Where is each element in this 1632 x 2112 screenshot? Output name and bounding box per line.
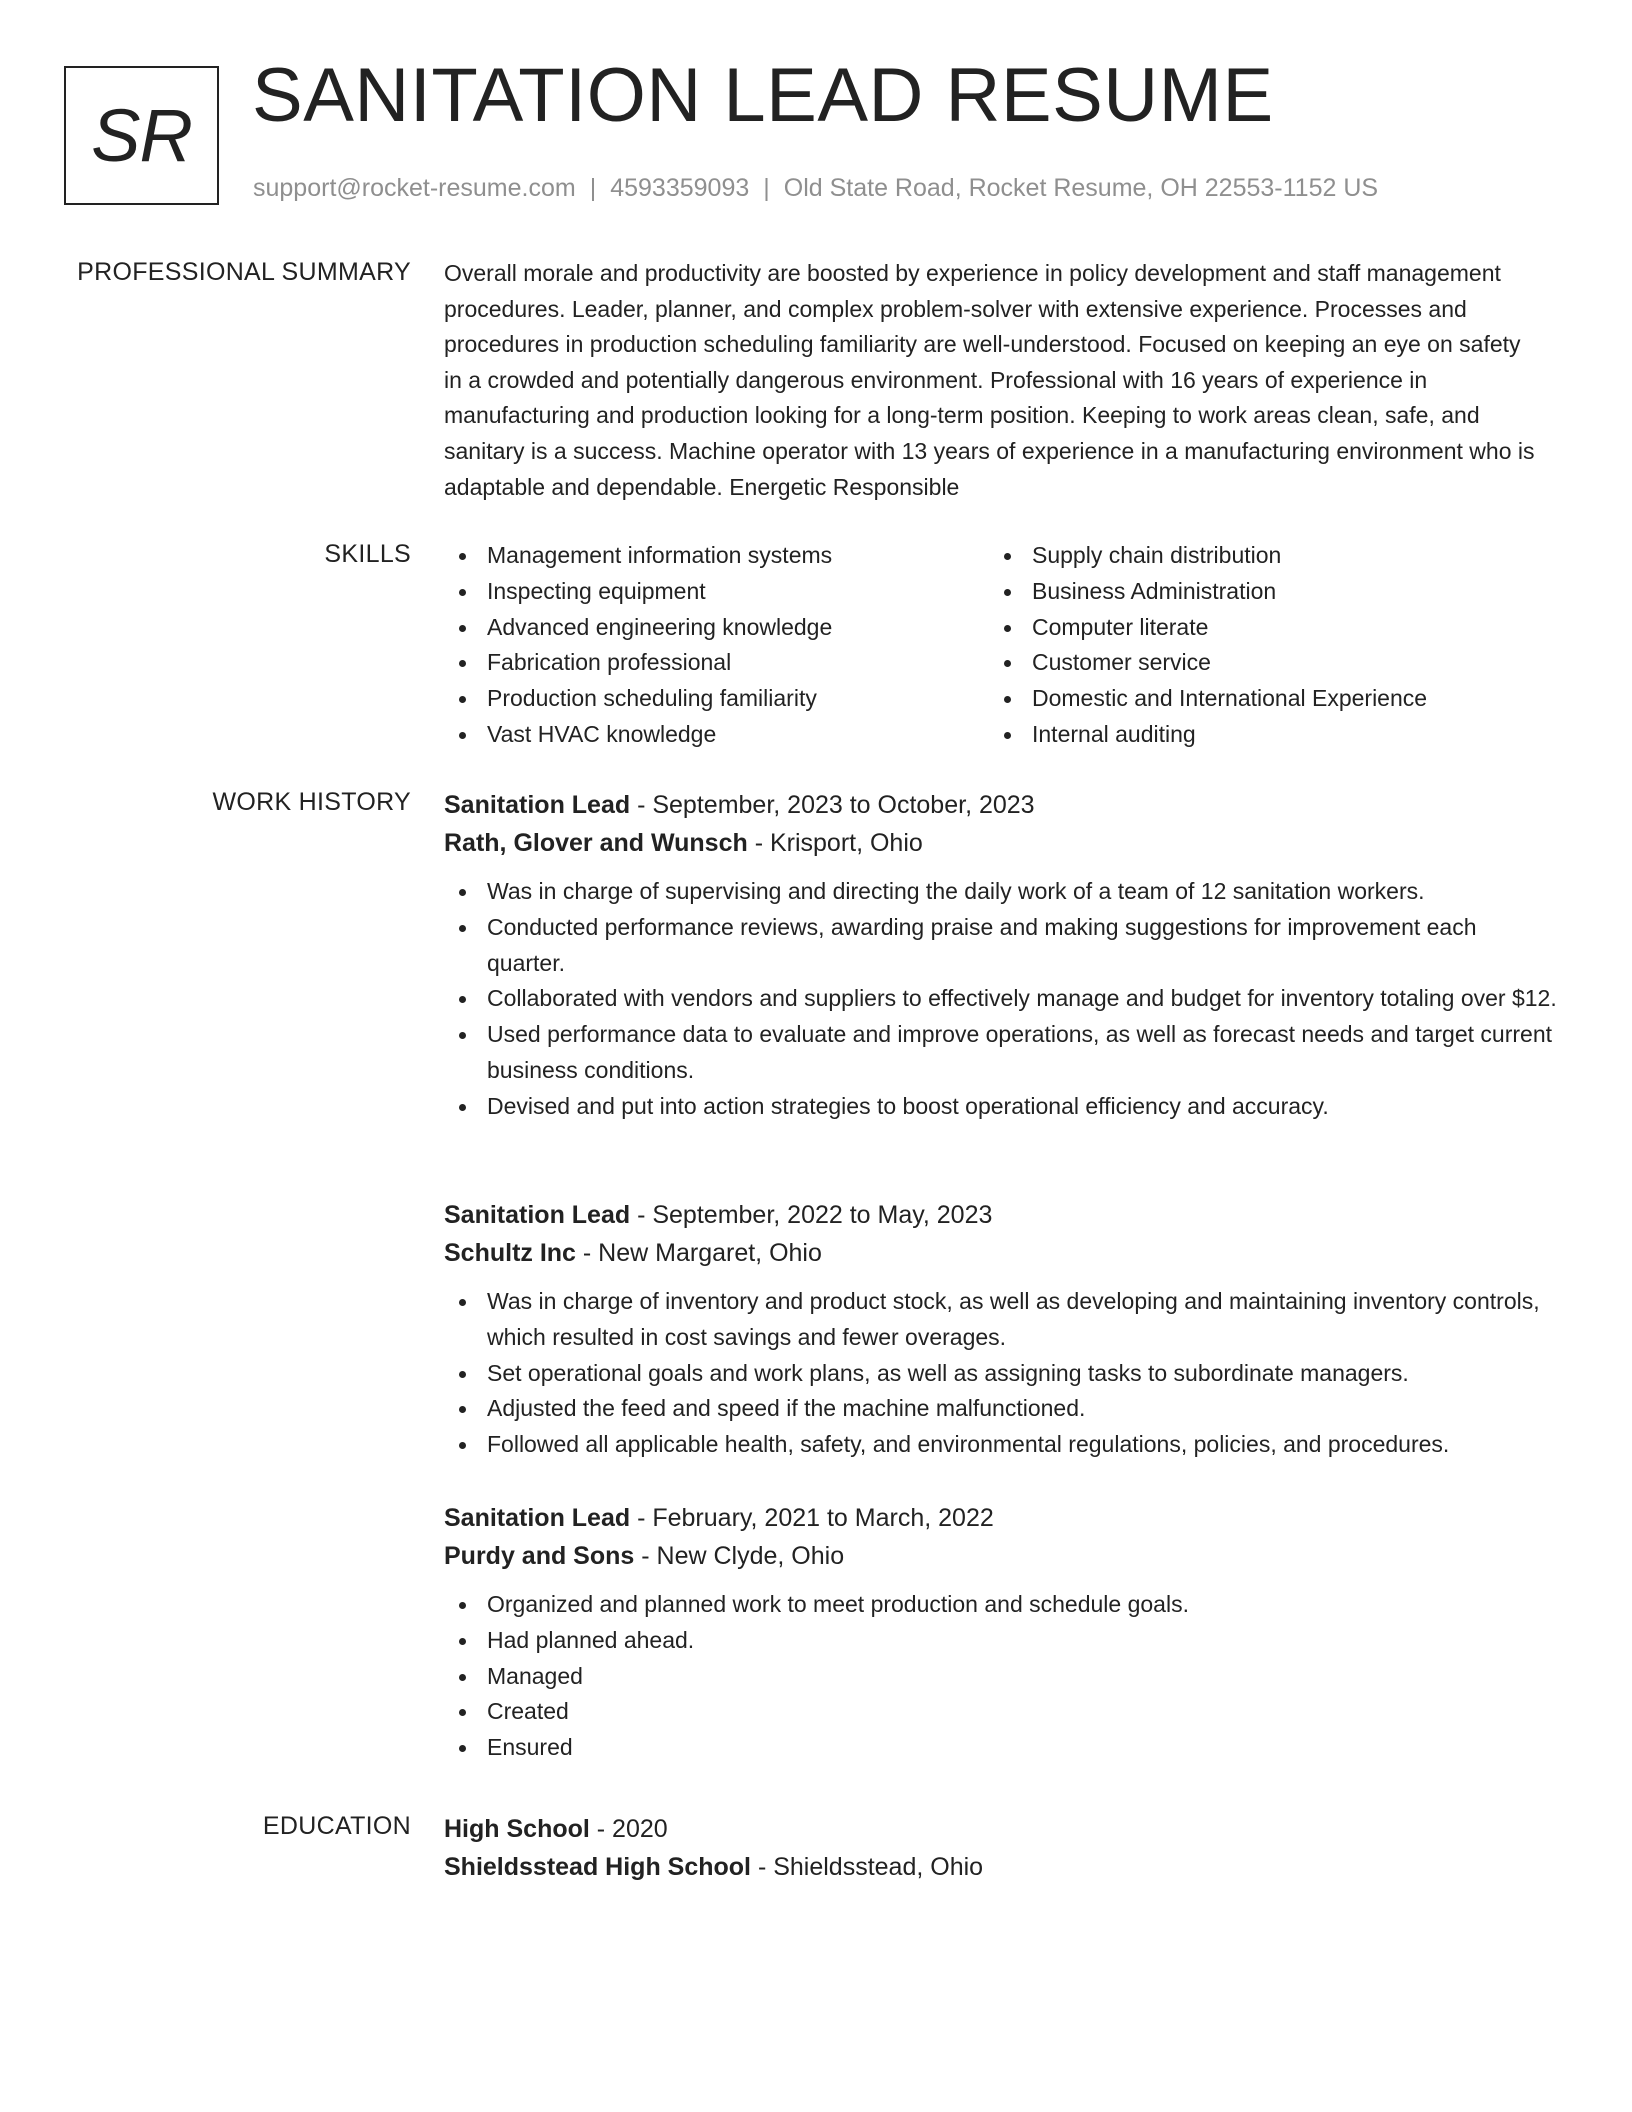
summary-body	[444, 256, 1559, 505]
job-dates: - September, 2022 to May, 2023	[630, 1201, 993, 1229]
education-degree-line	[444, 1810, 1559, 1848]
job-company-line	[444, 824, 1559, 862]
job-bullet: Devised and put into action strategies to boost operational efficiency and accuracy.	[444, 1089, 1559, 1125]
job-bullets	[444, 1284, 1559, 1463]
job-bullet: Adjusted the feed and speed if the machine malfunctioned.	[444, 1391, 1559, 1427]
job-entry	[444, 786, 1559, 1125]
contact-address: Old State Road, Rocket Resume, OH 22553-1152 US	[783, 174, 1379, 202]
skill-item: Management information systems	[444, 538, 984, 574]
job-bullet: Organized and planned work to meet production and schedule goals.	[444, 1587, 1559, 1623]
job-bullet: Was in charge of inventory and product stock, as well as developing and maintaining inventory controls, which resulted in cost savings and fewer overages.	[444, 1284, 1559, 1356]
education-location: - Shieldsstead, Ohio	[751, 1853, 984, 1881]
skill-item: Supply chain distribution	[989, 538, 1529, 574]
job-title: Sanitation Lead	[444, 791, 631, 819]
section-label-work-history: WORK HISTORY	[212, 788, 411, 816]
contact-separator: |	[589, 174, 597, 202]
contact-phone: 4593359093	[610, 174, 750, 202]
job-company: Purdy and Sons	[444, 1542, 635, 1570]
resume-title: SANITATION LEAD RESUME	[252, 53, 1274, 138]
job-bullet: Used performance data to evaluate and improve operations, as well as forecast needs and target current business conditions.	[444, 1017, 1559, 1089]
job-title-line	[444, 1499, 1559, 1537]
skill-item: Advanced engineering knowledge	[444, 610, 984, 646]
job-company-line	[444, 1234, 1559, 1272]
monogram-logo: SR	[64, 66, 219, 205]
job-bullet: Created	[444, 1694, 1559, 1730]
skill-item: Computer literate	[989, 610, 1529, 646]
job-entry	[444, 1196, 1559, 1463]
job-location: - Krisport, Ohio	[747, 829, 923, 857]
skill-item: Customer service	[989, 645, 1529, 681]
job-bullet: Conducted performance reviews, awarding praise and making suggestions for improvement each quarter.	[444, 910, 1559, 982]
job-location: - New Clyde, Ohio	[634, 1542, 845, 1570]
skill-item: Inspecting equipment	[444, 574, 984, 610]
job-bullet: Followed all applicable health, safety, and environmental regulations, policies, and procedures.	[444, 1427, 1559, 1463]
job-bullet: Collaborated with vendors and suppliers to effectively manage and budget for inventory totaling over $12.	[444, 981, 1559, 1017]
job-bullets	[444, 1587, 1559, 1766]
job-company-line	[444, 1537, 1559, 1575]
education-degree: High School	[444, 1815, 590, 1843]
job-entry	[444, 1499, 1559, 1766]
skill-item: Fabrication professional	[444, 645, 984, 681]
job-bullet: Ensured	[444, 1730, 1559, 1766]
skills-list-right	[989, 538, 1529, 753]
skill-item: Internal auditing	[989, 717, 1529, 753]
summary-text: Overall morale and productivity are boosted by experience in policy development and staff management procedures. Leader, planner, and complex problem-solver with extensive experience. Processes and procedures in production scheduling familiarity are well-understood. Focused on keeping an eye on safety in a crowded and potentially dangerous environment. Professional with 16 years of experience in manufacturing and production looking for a long-term position. Keeping to work areas clean, safe, and sanitary is a success. Machine operator with 13 years of experience in a manufacturing environment who is adaptable and dependable. Energetic Responsible	[444, 260, 1535, 500]
skill-item: Vast HVAC knowledge	[444, 717, 984, 753]
job-title-line	[444, 786, 1559, 824]
skills-list-left	[444, 538, 984, 753]
skill-item: Business Administration	[989, 574, 1529, 610]
skill-item: Production scheduling familiarity	[444, 681, 984, 717]
job-dates: - February, 2021 to March, 2022	[630, 1504, 994, 1532]
job-bullets	[444, 874, 1559, 1125]
job-bullet: Managed	[444, 1659, 1559, 1695]
education-school: Shieldsstead High School	[444, 1853, 751, 1881]
education-year: - 2020	[589, 1815, 668, 1843]
contact-separator: |	[763, 174, 770, 202]
section-label-summary: PROFESSIONAL SUMMARY	[77, 258, 411, 286]
job-company: Schultz Inc	[444, 1239, 576, 1267]
job-title: Sanitation Lead	[444, 1201, 631, 1229]
job-bullet: Set operational goals and work plans, as well as assigning tasks to subordinate managers.	[444, 1356, 1559, 1392]
job-bullet: Was in charge of supervising and directing the daily work of a team of 12 sanitation workers.	[444, 874, 1559, 910]
job-location: - New Margaret, Ohio	[575, 1239, 822, 1267]
job-company: Rath, Glover and Wunsch	[444, 829, 748, 857]
job-dates: - September, 2023 to October, 2023	[630, 791, 1035, 819]
contact-email: support@rocket-resume.com	[253, 174, 576, 202]
skill-item: Domestic and International Experience	[989, 681, 1529, 717]
education-entry	[444, 1810, 1559, 1886]
section-label-education: EDUCATION	[262, 1812, 411, 1840]
job-bullet: Had planned ahead.	[444, 1623, 1559, 1659]
skills-body	[444, 538, 1559, 758]
job-title-line	[444, 1196, 1559, 1234]
job-title: Sanitation Lead	[444, 1504, 631, 1532]
contact-line	[253, 174, 1378, 203]
education-school-line	[444, 1848, 1559, 1886]
section-label-skills: SKILLS	[324, 540, 411, 568]
